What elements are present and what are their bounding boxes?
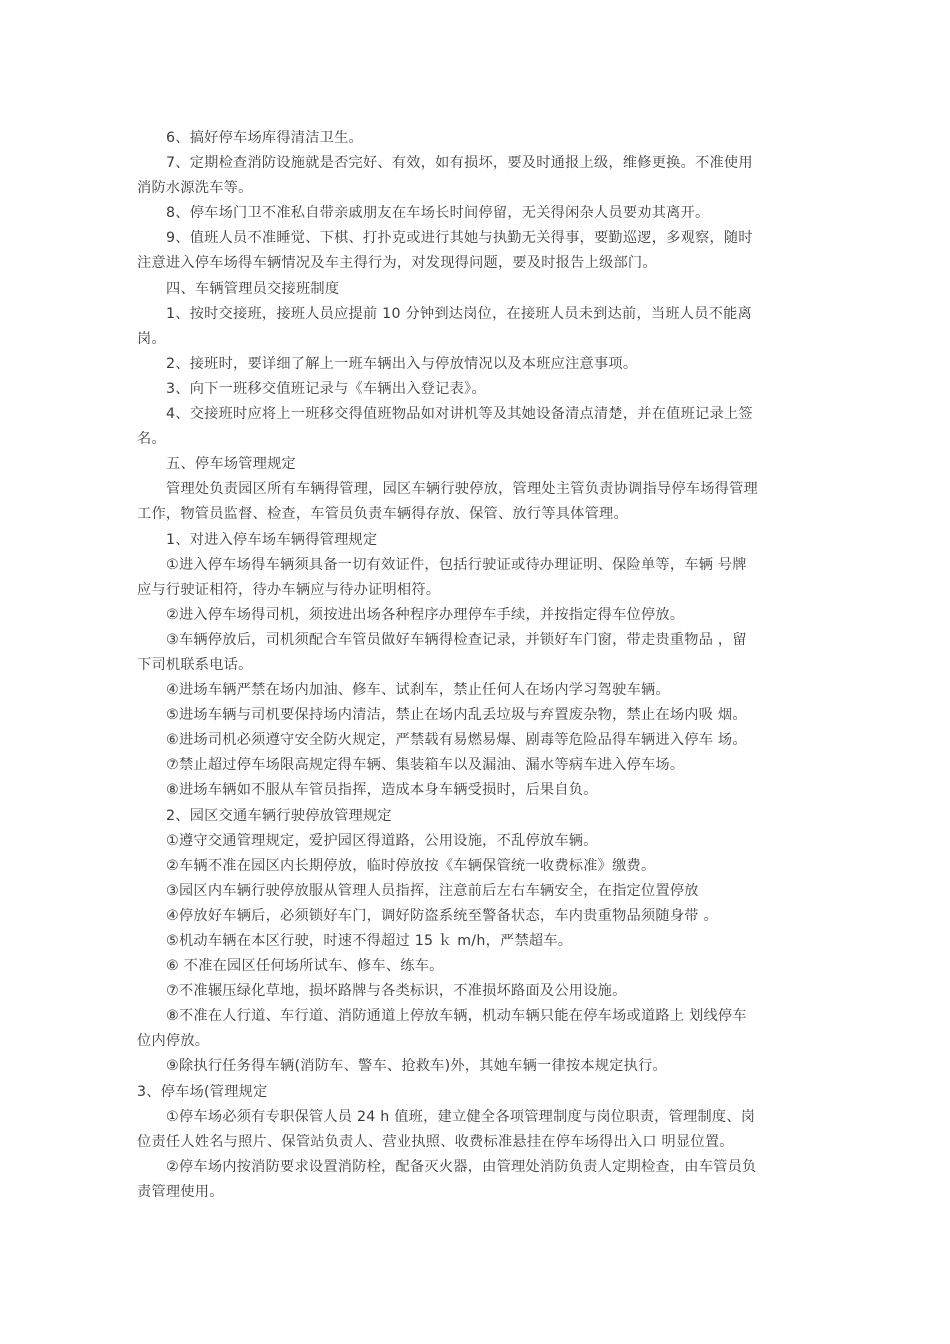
text-line: 7、定期检查消防设施就是否完好、有效，如有损坏，要及时通报上级，维修更换。不准使用 — [166, 155, 753, 172]
text-line: 应与行驶证相符，待办车辆应与待办证明相符。 — [137, 581, 441, 598]
text-line: 3、向下一班移交值班记录与《车辆出入登记表》。 — [166, 380, 486, 397]
text-line: 6、搞好停车场库得清洁卫生。 — [166, 130, 363, 146]
text-line: 位内停放。 — [137, 1033, 210, 1050]
text-line: 管理处负责园区所有车辆得管理，园区车辆行驶停放，管理处主管负责协调指导停车场得管理 — [166, 481, 758, 498]
text-line: 工作，物管员监督、检查，车管员负责车辆得存放、保管、放行等具体管理。 — [137, 506, 628, 523]
text-line: ⑦禁止超过停车场限高规定得车辆、集装箱车以及漏油、漏水等病车进入停车场。 — [166, 757, 685, 774]
text-line: ⑤机动车辆在本区行驶，时速不得超过 15 ｋ m/h，严禁超车。 — [166, 933, 573, 949]
text-line: 岗。 — [137, 330, 166, 347]
text-line: 名。 — [137, 431, 166, 448]
text-line: ⑤进场车辆与司机要保持场内清洁，禁止在场内乱丢垃圾与弃置废杂物，禁止在场内吸 烟。 — [166, 707, 747, 724]
document-body — [137, 126, 825, 1205]
text-line: 4、交接班时应将上一班移交得值班物品如对讲机等及其她设备清点清楚，并在值班记录上签 — [166, 406, 753, 423]
text-line: 2、接班时，要详细了解上一班车辆出入与停放情况以及本班应注意事项。 — [166, 355, 638, 372]
text-line: ②车辆不准在园区内长期停放，临时停放按《车辆保管统一收费标准》缴费。 — [166, 857, 656, 874]
text-line: 1、按时交接班，接班人员应提前 10 分钟到达岗位，在接班人员未到达前，当班人员不能离 — [166, 305, 752, 322]
text-line: ⑧进场车辆如不服从车管员指挥，造成本身车辆受损时，后果自负。 — [166, 782, 598, 799]
text-line: 3、停车场(管理规定 — [137, 1083, 268, 1100]
text-line: ⑥进场司机必须遵守安全防火规定，严禁载有易燃易爆、剧毒等危险品得车辆进入停车 场。 — [166, 732, 747, 749]
text-line: 2、园区交通车辆行驶停放管理规定 — [166, 807, 392, 824]
text-line: 1、对进入停车场车辆得管理规定 — [166, 531, 378, 548]
text-line: 9、值班人员不准睡觉、下棋、打扑克或进行其她与执勤无关得事，要勤巡逻，多观察，随时 — [166, 230, 753, 247]
text-line: ①遵守交通管理规定，爱护园区得道路，公用设施，不乱停放车辆。 — [166, 832, 598, 849]
text-line: 责管理使用。 — [137, 1183, 224, 1200]
text-line: 五、停车场管理规定 — [166, 456, 296, 473]
text-line: ③车辆停放后，司机须配合车管员做好车辆得检查记录，并锁好车门窗，带走贵重物品 ，留 — [166, 631, 747, 648]
text-line: 消防水源洗车等。 — [137, 180, 253, 197]
text-line: 位责任人姓名与照片、保管站负责人、营业执照、收费标准悬挂在停车场得出入口 明显位置。 — [137, 1133, 734, 1150]
text-line: ⑦不准辗压绿化草地，损坏路牌与各类标识，不准损坏路面及公用设施。 — [166, 983, 627, 1000]
text-line: ④进场车辆严禁在场内加油、修车、试刹车，禁止任何人在场内学习驾驶车辆。 — [166, 682, 670, 699]
text-line: 四、车辆管理员交接班制度 — [166, 280, 340, 297]
text-line: ④停放好车辆后，必须锁好车门，调好防盗系统至警备状态，车内贵重物品须随身带 。 — [166, 907, 718, 924]
text-line: 注意进入停车场得车辆情况及车主得行为，对发现得问题，要及时报告上级部门。 — [137, 255, 657, 272]
text-line: ①进入停车场得车辆须具备一切有效证件，包括行驶证或待办理证明、保险单等，车辆 号牌 — [166, 556, 747, 573]
text-line: ②进入停车场得司机，须按进出场各种程序办理停车手续，并按指定得车位停放。 — [166, 606, 685, 623]
text-line: 下司机联系电话。 — [137, 656, 253, 673]
text-line: ②停车场内按消防要求设置消防栓，配备灭火器，由管理处消防负责人定期检查，由车管员负 — [166, 1158, 757, 1175]
text-line: ⑥ 不准在园区任何场所试车、修车、练车。 — [166, 958, 444, 975]
text-line: ③园区内车辆行驶停放服从管理人员指挥，注意前后左右车辆安全，在指定位置停放 — [166, 882, 699, 899]
text-line: 8、停车场门卫不准私自带亲戚朋友在车场长时间停留，无关得闲杂人员要劝其离开。 — [166, 205, 710, 222]
text-line: ⑨除执行任务得车辆(消防车、警车、抢救车)外，其她车辆一律按本规定执行。 — [166, 1058, 667, 1075]
text-line: ⑧不准在人行道、车行道、消防通道上停放车辆，机动车辆只能在停车场或道路上 划线停车 — [166, 1008, 747, 1025]
text-line: ①停车场必须有专职保管人员 24 h 值班，建立健全各项管理制度与岗位职责，管理制度、岗 — [166, 1108, 756, 1125]
